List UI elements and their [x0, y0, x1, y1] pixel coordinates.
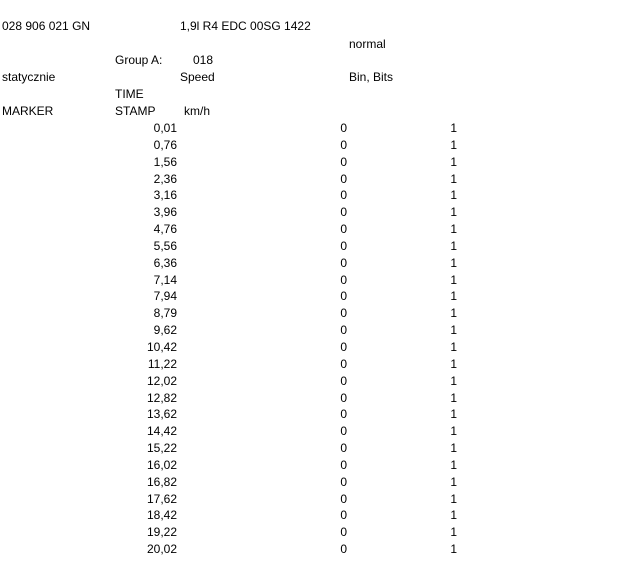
- speed-cell[interactable]: 0: [340, 508, 347, 523]
- speed-cell[interactable]: 0: [340, 424, 347, 439]
- bits-cell[interactable]: 1: [450, 373, 457, 388]
- speed-cell[interactable]: 0: [340, 154, 347, 169]
- time-stamp-cell[interactable]: 0,01: [153, 121, 177, 135]
- time-stamp-cell[interactable]: 2,36: [153, 171, 177, 186]
- bits-cell[interactable]: 1: [450, 491, 457, 506]
- group-value[interactable]: 018: [193, 53, 214, 67]
- bits-cell[interactable]: 1: [450, 508, 457, 523]
- speed-cell[interactable]: 0: [340, 356, 347, 371]
- table-row: [0, 424, 640, 441]
- bits-cell[interactable]: 1: [450, 390, 457, 405]
- table-row: [0, 256, 640, 273]
- table-row: [0, 525, 640, 542]
- time-stamp-cell[interactable]: 12,82: [146, 390, 177, 405]
- bits-cell[interactable]: 1: [450, 289, 457, 304]
- time-stamp-cell[interactable]: 16,02: [146, 457, 177, 472]
- mode-label[interactable]: normal: [349, 37, 386, 51]
- speed-cell[interactable]: 0: [340, 457, 347, 472]
- table-row: [0, 306, 640, 323]
- speed-unit-label[interactable]: km/h: [184, 104, 211, 118]
- speed-cell[interactable]: 0: [340, 272, 347, 287]
- marker-column-header[interactable]: MARKER: [2, 104, 54, 118]
- speed-cell[interactable]: 0: [340, 491, 347, 506]
- bits-cell[interactable]: 1: [450, 222, 457, 237]
- time-stamp-cell[interactable]: 1,56: [153, 154, 177, 169]
- bits-cell[interactable]: 1: [450, 323, 457, 338]
- time-stamp-cell[interactable]: 14,42: [146, 424, 177, 439]
- stamp-column-header[interactable]: STAMP: [115, 104, 156, 118]
- time-stamp-cell[interactable]: 15,22: [146, 441, 177, 456]
- table-row: [0, 391, 640, 408]
- speed-cell[interactable]: 0: [340, 137, 347, 152]
- table-row: [0, 492, 640, 509]
- bits-cell[interactable]: 1: [450, 238, 457, 253]
- table-row: [0, 273, 640, 290]
- bits-cell[interactable]: 1: [450, 424, 457, 439]
- bits-cell[interactable]: 1: [450, 525, 457, 540]
- speed-cell[interactable]: 0: [340, 255, 347, 270]
- bits-cell[interactable]: 1: [450, 255, 457, 270]
- bits-column-header[interactable]: Bin, Bits: [349, 70, 394, 84]
- time-stamp-cell[interactable]: 6,36: [153, 255, 177, 270]
- bits-cell[interactable]: 1: [450, 441, 457, 456]
- table-row: [0, 475, 640, 492]
- speed-cell[interactable]: 0: [340, 306, 347, 321]
- time-stamp-cell[interactable]: 5,56: [153, 238, 177, 253]
- part-number[interactable]: 028 906 021 GN: [2, 19, 91, 33]
- table-row: [0, 458, 640, 475]
- speed-cell[interactable]: 0: [340, 222, 347, 237]
- speed-column-header[interactable]: Speed: [180, 70, 215, 84]
- time-column-header[interactable]: TIME: [115, 87, 144, 101]
- time-stamp-cell[interactable]: 20,02: [146, 542, 177, 557]
- speed-cell[interactable]: 0: [340, 407, 347, 422]
- time-stamp-cell[interactable]: 17,62: [146, 491, 177, 506]
- table-row: [0, 155, 640, 172]
- speed-cell[interactable]: 0: [340, 441, 347, 456]
- bits-cell[interactable]: 1: [450, 154, 457, 169]
- table-row: [0, 542, 640, 559]
- speed-cell[interactable]: 0: [340, 542, 347, 557]
- bits-cell[interactable]: 1: [450, 137, 457, 152]
- bits-cell[interactable]: 1: [450, 356, 457, 371]
- time-stamp-cell[interactable]: 3,16: [153, 188, 177, 203]
- time-stamp-cell[interactable]: 4,76: [153, 222, 177, 237]
- bits-cell[interactable]: 1: [450, 272, 457, 287]
- bits-cell[interactable]: 1: [450, 306, 457, 321]
- speed-cell[interactable]: 0: [340, 238, 347, 253]
- time-stamp-cell[interactable]: 9,62: [153, 323, 177, 338]
- group-label[interactable]: Group A:: [115, 53, 163, 67]
- table-row: [0, 222, 640, 239]
- table-row: [0, 374, 640, 391]
- table-row: [0, 508, 640, 525]
- time-stamp-cell[interactable]: 18,42: [146, 508, 177, 523]
- bits-cell[interactable]: 1: [450, 121, 457, 135]
- bits-cell[interactable]: 1: [450, 407, 457, 422]
- bits-cell[interactable]: 1: [450, 171, 457, 186]
- state-label[interactable]: statycznie: [2, 70, 56, 84]
- time-stamp-cell[interactable]: 19,22: [146, 525, 177, 540]
- speed-cell[interactable]: 0: [340, 373, 347, 388]
- table-row: [0, 172, 640, 189]
- table-row: [0, 188, 640, 205]
- table-row: [0, 205, 640, 222]
- table-row: [0, 323, 640, 340]
- table-row: [0, 441, 640, 458]
- time-stamp-cell[interactable]: 12,02: [146, 373, 177, 388]
- time-stamp-cell[interactable]: 7,14: [153, 272, 177, 287]
- bits-cell[interactable]: 1: [450, 457, 457, 472]
- data-rows: [0, 121, 640, 559]
- speed-cell[interactable]: 0: [340, 474, 347, 489]
- time-stamp-cell[interactable]: 7,94: [153, 289, 177, 304]
- bits-cell[interactable]: 1: [450, 339, 457, 354]
- speed-cell[interactable]: 0: [340, 121, 347, 135]
- time-stamp-cell[interactable]: 0,76: [153, 137, 177, 152]
- speed-cell[interactable]: 0: [340, 188, 347, 203]
- bits-cell[interactable]: 1: [450, 474, 457, 489]
- speed-cell[interactable]: 0: [340, 525, 347, 540]
- table-row: [0, 407, 640, 424]
- speed-cell[interactable]: 0: [340, 339, 347, 354]
- speed-cell[interactable]: 0: [340, 171, 347, 186]
- table-row: [0, 340, 640, 357]
- table-row: [0, 289, 640, 306]
- time-stamp-cell[interactable]: 11,22: [147, 356, 177, 371]
- table-row: [0, 357, 640, 374]
- engine-info[interactable]: 1,9l R4 EDC 00SG 1422: [180, 19, 311, 33]
- time-stamp-cell[interactable]: 3,96: [153, 205, 177, 220]
- bits-cell[interactable]: 1: [450, 205, 457, 220]
- time-stamp-cell[interactable]: 8,79: [153, 306, 177, 321]
- bits-cell[interactable]: 1: [450, 188, 457, 203]
- speed-cell[interactable]: 0: [340, 205, 347, 220]
- table-row: [0, 239, 640, 256]
- table-row: [0, 121, 640, 138]
- time-stamp-cell[interactable]: 10,42: [146, 339, 177, 354]
- speed-cell[interactable]: 0: [340, 390, 347, 405]
- bits-cell[interactable]: 1: [450, 542, 457, 557]
- time-stamp-cell[interactable]: 13,62: [146, 407, 177, 422]
- table-row: [0, 138, 640, 155]
- time-stamp-cell[interactable]: 16,82: [146, 474, 177, 489]
- speed-cell[interactable]: 0: [340, 323, 347, 338]
- speed-cell[interactable]: 0: [340, 289, 347, 304]
